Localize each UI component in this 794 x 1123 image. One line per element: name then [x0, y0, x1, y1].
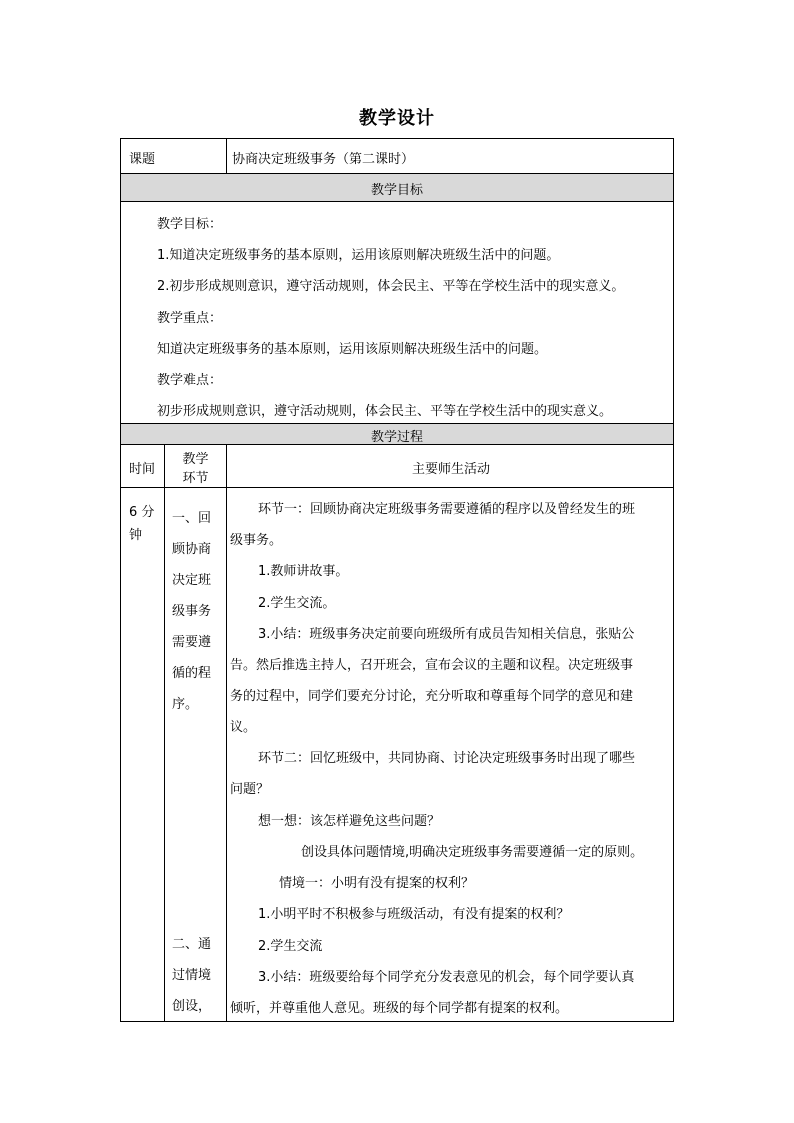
row-divider: [121, 201, 673, 202]
stage-1-line: 需要遵: [172, 635, 212, 650]
stage-1-line: 决定班: [172, 573, 212, 588]
document-title: 教学设计: [359, 108, 435, 129]
row-divider: [121, 423, 673, 424]
course-value: 协商决定班级事务（第二课时）: [232, 152, 415, 167]
activity-line: 告。然后推选主持人，召开班会，宣布会议的主题和议程。决定班级事: [230, 658, 634, 673]
goals-line: 初步形成规则意识，遵守活动规则，体会民主、平等在学校生活中的现实意义。: [157, 404, 613, 419]
activity-line: 倾听，并尊重他人意见。班级的每个同学都有提案的权利。: [230, 1001, 569, 1016]
col-divider: [226, 139, 227, 173]
activity-line: 务的过程中，同学们要充分讨论，充分听取和尊重每个同学的意见和建: [230, 689, 634, 704]
col-stage-header-2: 环节: [182, 471, 209, 486]
activity-line: 级事务。: [230, 533, 283, 548]
activity-line: 3.小结：班级要给每个同学充分发表意见的机会，每个同学要认真: [258, 970, 635, 985]
row-divider: [121, 173, 673, 174]
col-activity-header: 主要师生活动: [411, 462, 490, 477]
stage-1-line: 顾协商: [172, 542, 212, 557]
row-divider: [121, 487, 673, 488]
lesson-plan-table: [120, 138, 674, 1022]
stage-1-line: 序。: [172, 697, 199, 712]
goals-line: 1.知道决定班级事务的基本原则，运用该原则解决班级生活中的问题。: [157, 248, 560, 263]
col-time-header: 时间: [129, 462, 156, 477]
activity-line: 情境一：小明有没有提案的权利？: [279, 876, 475, 891]
stage-1-line: 级事务: [172, 604, 212, 619]
course-label: 课题: [129, 152, 156, 167]
goals-line: 教学难点：: [157, 373, 223, 388]
activity-line: 环节一：回顾协商决定班级事务需要遵循的程序以及曾经发生的班: [258, 502, 636, 517]
activity-line: 问题？: [230, 782, 270, 797]
col-divider: [164, 444, 165, 1022]
goals-line: 教学目标：: [157, 217, 223, 232]
stage-1-line: 一、回: [172, 511, 212, 526]
activity-line: 3.小结：班级事务决定前要向班级所有成员告知相关信息，张贴公: [258, 627, 635, 642]
goals-line: 知道决定班级事务的基本原则，运用该原则解决班级生活中的问题。: [157, 342, 548, 357]
activity-line: 创设具体问题情境,明确决定班级事务需要遵循一定的原则。: [301, 845, 644, 860]
activity-line: 议。: [230, 720, 257, 735]
goals-line: 2.初步形成规则意识，遵守活动规则，体会民主、平等在学校生活中的现实意义。: [157, 279, 625, 294]
stage-2-line: 创设，: [172, 999, 212, 1014]
time-value-1: 6 分: [129, 505, 155, 520]
activity-line: 1.小明平时不积极参与班级活动，有没有提案的权利？: [258, 907, 570, 922]
stage-2-line: 过情境: [172, 968, 212, 983]
goals-header: 教学目标: [370, 183, 423, 198]
activity-line: 2.学生交流: [258, 939, 323, 954]
time-value-2: 钟: [129, 528, 143, 543]
process-header: 教学过程: [370, 430, 423, 445]
activity-line: 2.学生交流。: [258, 596, 336, 611]
stage-2-line: 二、通: [172, 937, 212, 952]
stage-1-line: 循的程: [172, 666, 212, 681]
goals-line: 教学重点：: [157, 311, 223, 326]
activity-line: 想一想：该怎样避免这些问题？: [258, 814, 441, 829]
activity-line: 1.教师讲故事。: [258, 564, 349, 579]
activity-line: 环节二：回忆班级中，共同协商、讨论决定班级事务时出现了哪些: [258, 751, 636, 766]
col-divider: [226, 444, 227, 1022]
col-stage-header-1: 教学: [182, 452, 209, 467]
